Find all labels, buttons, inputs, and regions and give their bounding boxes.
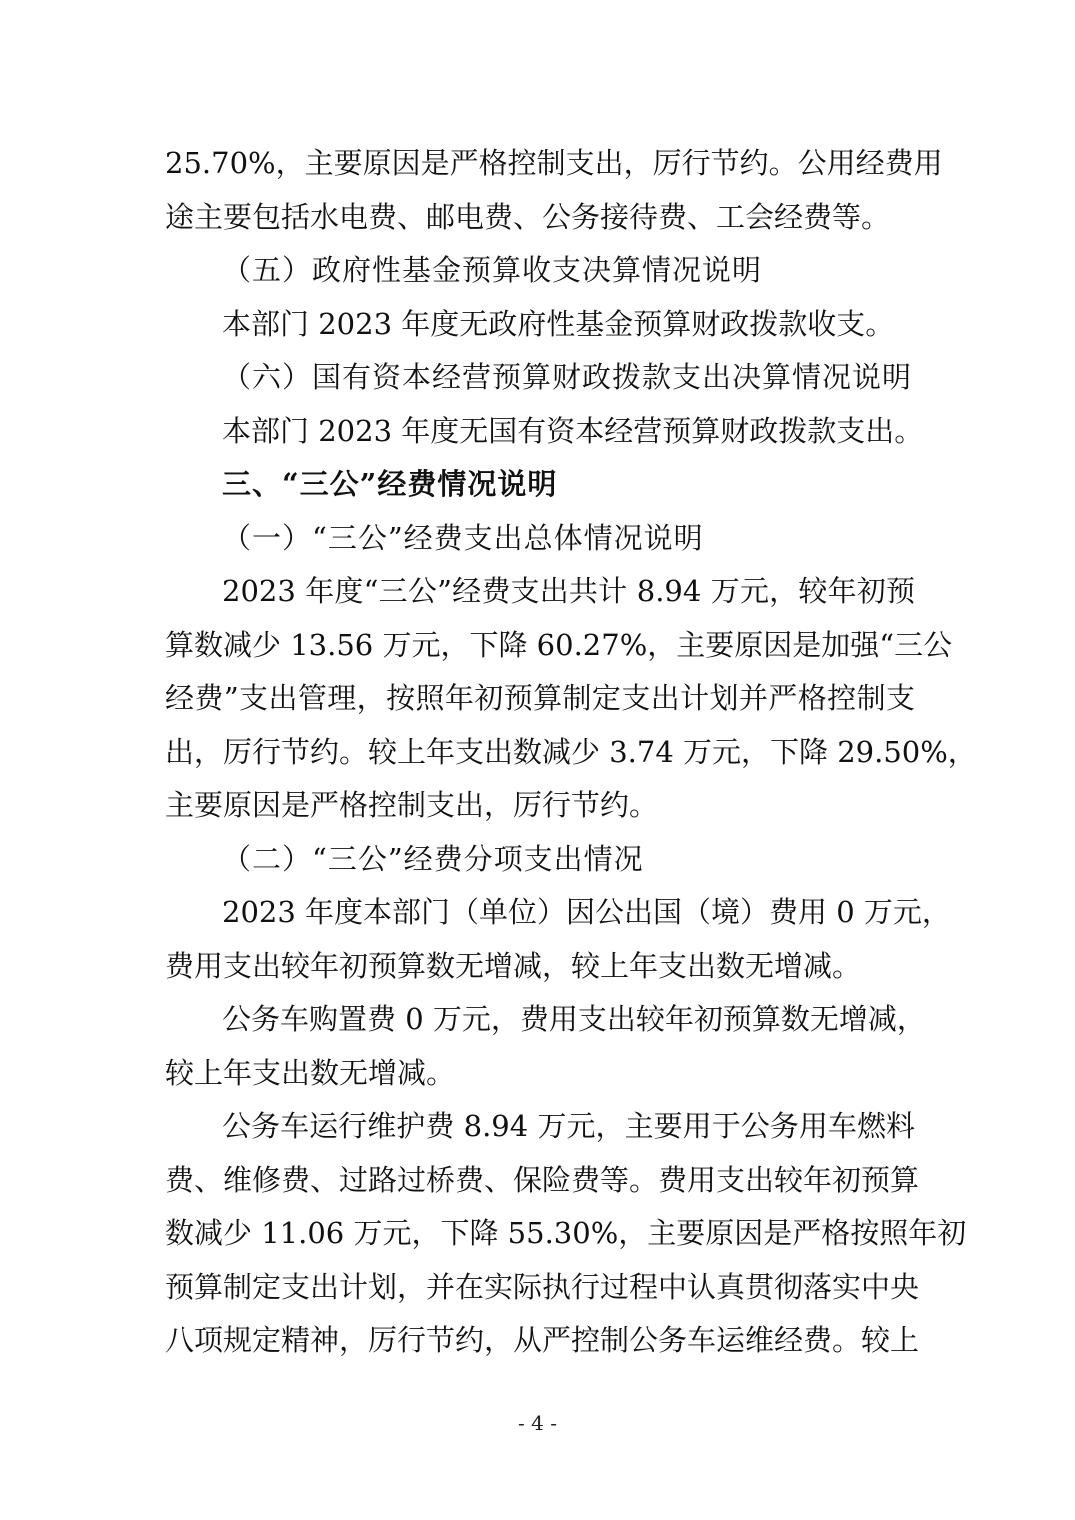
- paragraph-line: 费、维修费、过路过桥费、保险费等。费用支出较年初预算: [165, 1163, 920, 1197]
- paragraph-line: 预算制定支出计划，并在实际执行过程中认真贯彻落实中央: [165, 1270, 920, 1304]
- paragraph-line: 2023 年度“三公”经费支出共计 8.94 万元，较年初预: [222, 574, 915, 608]
- paragraph-line: 八项规定精神，厉行节约，从严控制公务车运维经费。较上: [165, 1323, 920, 1357]
- paragraph-line: 经费”支出管理，按照年初预算制定支出计划并严格控制支: [165, 681, 915, 715]
- paragraph-line: 算数减少 13.56 万元，下降 60.27%，主要原因是加强“三公: [165, 628, 953, 662]
- paragraph-line: 公务车购置费 0 万元，费用支出较年初预算数无增减，: [222, 1002, 926, 1036]
- section-heading-5: （五）政府性基金预算收支决算情况说明: [222, 253, 763, 287]
- paragraph-line: 途主要包括水电费、邮电费、公务接待费、工会经费等。: [165, 200, 891, 234]
- paragraph-line: 本部门 2023 年度无国有资本经营预算财政拨款支出。: [222, 414, 924, 448]
- chapter-heading-3: 三、“三公”经费情况说明: [222, 467, 558, 501]
- paragraph-line: 本部门 2023 年度无政府性基金预算财政拨款收支。: [222, 307, 895, 341]
- page-number: - 4 -: [518, 1411, 557, 1435]
- paragraph-line: 出，厉行节约。较上年支出数减少 3.74 万元，下降 29.50%，: [165, 735, 977, 769]
- paragraph-line: 较上年支出数无增减。: [165, 1056, 456, 1090]
- paragraph-line: 数减少 11.06 万元，下降 55.30%，主要原因是严格按照年初: [165, 1216, 967, 1250]
- paragraph-line: 2023 年度本部门（单位）因公出国（境）费用 0 万元，: [222, 895, 951, 929]
- subsection-heading-2: （二）“三公”经费分项支出情况: [222, 842, 644, 876]
- paragraph-line: 费用支出较年初预算数无增减，较上年支出数无增减。: [165, 949, 862, 983]
- section-heading-6: （六）国有资本经营预算财政拨款支出决算情况说明: [222, 360, 913, 394]
- subsection-heading-1: （一）“三公”经费支出总体情况说明: [222, 521, 704, 555]
- paragraph-line: 主要原因是严格控制支出，厉行节约。: [165, 788, 659, 822]
- paragraph-line: 公务车运行维护费 8.94 万元，主要用于公务用车燃料: [222, 1109, 915, 1143]
- paragraph-line: 25.70%，主要原因是严格控制支出，厉行节约。公用经费用: [165, 146, 943, 180]
